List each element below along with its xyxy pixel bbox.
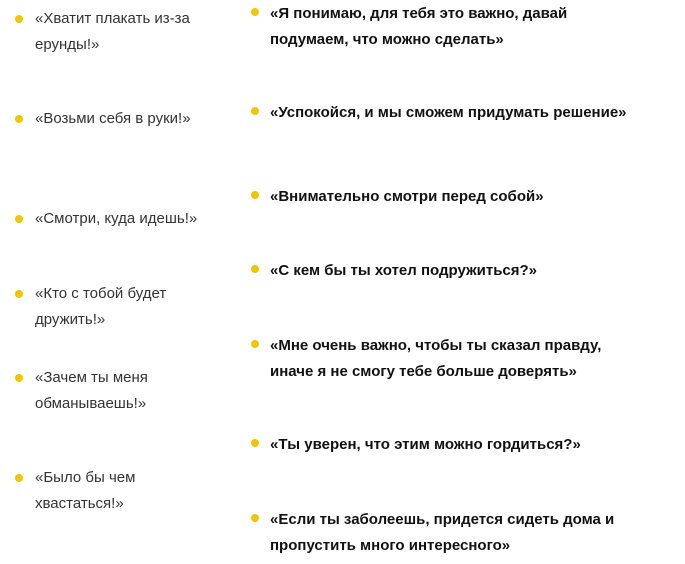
phrase-text: «Я понимаю, для тебя это важно, давай подумаем, что можно сделать» [270,5,568,48]
bullet-icon [251,439,259,447]
list-item-right-4 [251,258,680,284]
phrase-text: «Внимательно смотри перед собой» [270,188,544,205]
bullet-icon [15,215,23,223]
bullet-icon [251,107,259,115]
phrase-text: «Зачем ты меня обманываешь!» [35,369,148,412]
list-item-right-5 [251,333,640,385]
phrase-text: «Смотри, куда идешь!» [35,210,198,227]
bullet-icon [251,514,259,522]
bullet-icon [251,340,259,348]
phrase-text: «Было бы чем хвастаться!» [35,469,136,512]
bullet-icon [251,191,259,199]
bullet-icon [15,290,23,298]
list-item-right-3 [251,184,680,210]
phrase-text: «С кем бы ты хотел подружиться?» [270,262,538,279]
bullet-icon [15,374,23,382]
list-item-left-2 [15,106,215,132]
list-item-left-5 [15,365,165,417]
phrase-text: «Хватит плакать из-за ерунды!» [35,10,190,53]
phrase-text: «Успокойся, и мы сможем придумать решение» [270,104,627,121]
list-item-left-4 [15,281,185,333]
bullet-icon [15,15,23,23]
bullet-icon [251,8,259,16]
phrase-text: «Мне очень важно, чтобы ты сказал правду, иначе я не смогу тебе больше доверять» [270,337,602,380]
list-item-right-2 [251,100,680,126]
list-item-left-6 [15,465,155,517]
bullet-icon [251,265,259,273]
phrase-text: «Ты уверен, что этим можно гордиться?» [270,436,581,453]
list-item-right-1 [251,1,600,53]
phrase-text: «Возьми себя в руки!» [35,110,191,127]
bullet-icon [15,115,23,123]
list-item-right-6 [251,432,680,458]
phrase-text: «Если ты заболеешь, придется сидеть дома и пропустить много интересного» [270,511,615,554]
bullet-icon [15,474,23,482]
list-item-left-3 [15,206,235,232]
list-item-left-1 [15,6,210,58]
phrase-text: «Кто с тобой будет дружить!» [35,285,167,328]
list-item-right-7 [251,507,645,559]
